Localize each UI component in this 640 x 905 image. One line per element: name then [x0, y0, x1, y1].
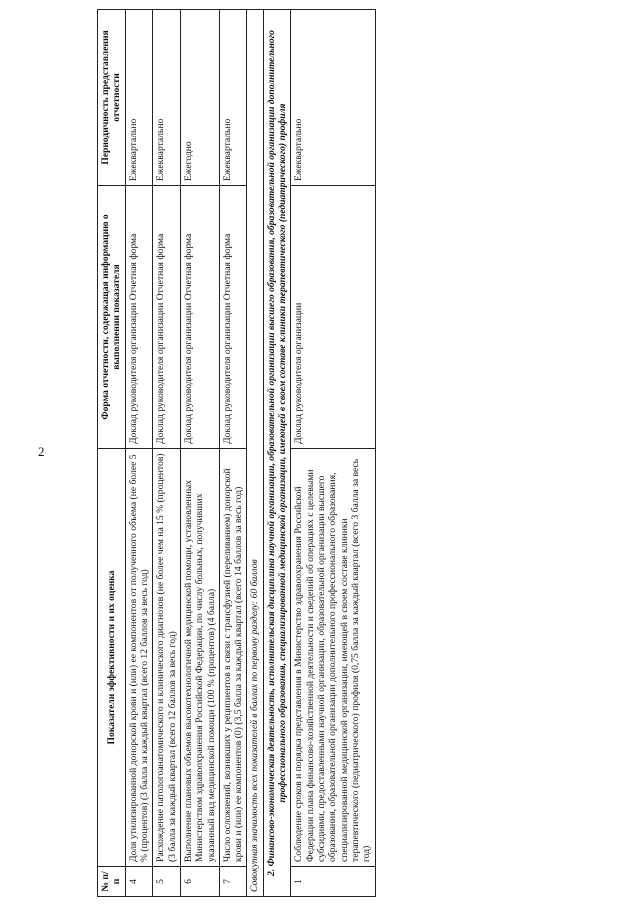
header-period: Периодичность представления отчетности — [98, 10, 126, 186]
row-period: Ежеквартально — [153, 10, 181, 186]
header-num: № п/п — [98, 867, 126, 897]
header-indicator: Показатели эффективности и их оценка — [98, 449, 126, 867]
summary-text: Совокупная значимость всех показателей в баллах по первому разделу: 60 баллов — [247, 10, 263, 897]
row-period: Ежеквартально — [125, 10, 153, 186]
table-row — [291, 10, 375, 897]
table-row — [125, 10, 153, 897]
row-form: Доклад руководителя организации Отчетная форма — [219, 186, 247, 449]
rotated-table-wrapper — [97, 10, 627, 897]
row-period: Ежеквартально — [291, 10, 375, 186]
row-form: Доклад руководителя организации — [291, 186, 375, 449]
table-header-row — [98, 10, 126, 897]
table-row — [180, 10, 219, 897]
row-num: 5 — [153, 867, 181, 897]
table-row — [219, 10, 247, 897]
header-form: Форма отчетности, содержащая информацию о выполнении показателя — [98, 186, 126, 449]
summary-row — [247, 10, 263, 897]
row-indicator: Соблюдение сроков и порядка представления в Министерство здравоохранения Российской Федерации плана финансово-хозяйственной деятельности и сведений об операциях с целевыми субсидиями, предоставленными научной организации, образовательной организации высшего образования, образовательной организации дополнительного профессионального образования, специализированной медицинской организации, имеющей в своем составе клиники терапевтического (педиатрического) профиля (0,75 балла за каждый квартал (всего 3 балла за весь год) — [291, 449, 375, 867]
indicators-table — [97, 9, 376, 897]
row-indicator: Число осложнений, возникших у реципиентов в связи с трансфузией (переливанием) донорской крови и (или) ее компонентов (0) (3,5 балла за каждый квартал (всего 14 баллов за весь год) — [219, 449, 247, 867]
row-num: 1 — [291, 867, 375, 897]
row-period: Ежегодно — [180, 10, 219, 186]
row-num: 4 — [125, 867, 153, 897]
row-indicator: Расхождение патологоанатомического и клинического диагнозов (не более чем на 15 % (процентов) (3 балла за каждый квартал (всего 12 баллов за весь год) — [153, 449, 181, 867]
page-number: 2 — [38, 444, 45, 459]
row-num: 6 — [180, 867, 219, 897]
row-indicator: Выполнение плановых объемов высокотехнологичной медицинской помощи, установленных Министерством здравоохранения Российской Федерации, по числу больных, получивших указанный вид медицинской помощи (100 % (процентов) (4 балла) — [180, 449, 219, 867]
row-num: 7 — [219, 867, 247, 897]
rotated-sheet — [97, 10, 627, 897]
row-period: Ежеквартально — [219, 10, 247, 186]
row-form: Доклад руководителя организации Отчетная форма — [153, 186, 181, 449]
row-form: Доклад руководителя организации Отчетная форма — [180, 186, 219, 449]
row-indicator: Доля утилизированной донорской крови и (или) ее компонентов от полученного объема (не более 5 % (процентов) (3 балла за каждый квартал (всего 12 баллов за весь год) — [125, 449, 153, 867]
section-heading-row — [263, 10, 291, 897]
row-form: Доклад руководителя организации Отчетная форма — [125, 186, 153, 449]
section-2-heading: 2. Финансово-экономическая деятельность, исполнительская дисциплина научной организации, образовательной организации высшего образования, образовательной организации дополнительного профессионального образования, специализированной медицинской организации, имеющей в своем составе клиники терапевтического (педиатрического) профиля — [263, 10, 291, 897]
table-row — [153, 10, 181, 897]
